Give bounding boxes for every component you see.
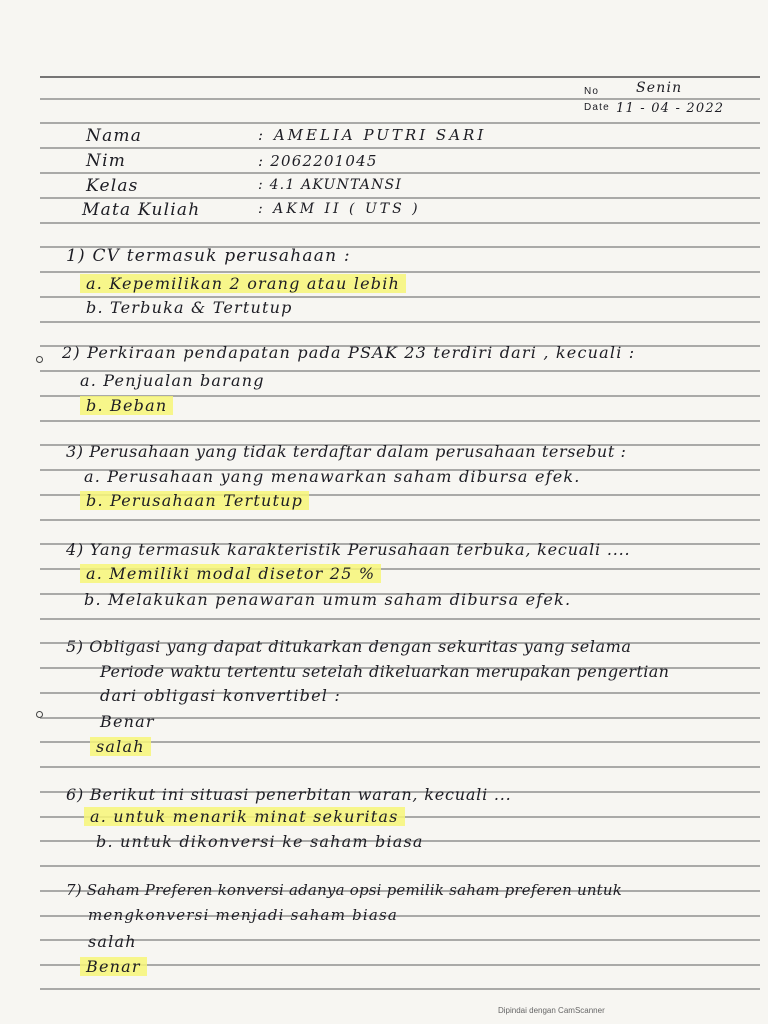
question-4: 4) Yang termasuk karakteristik Perusahaan terbuka, kecuali .... <box>66 540 631 559</box>
rule-line <box>40 172 760 174</box>
date-label: Date <box>584 102 610 113</box>
binder-hole <box>36 711 43 718</box>
date-value: 11 - 04 - 2022 <box>616 101 725 116</box>
q2-option-a: a. Penjualan barang <box>80 371 265 390</box>
q4-option-b: b. Melakukan penawaran umum saham dibursa efek. <box>84 590 572 609</box>
q7-option-benar: Benar <box>80 957 147 976</box>
rule-line <box>40 321 760 323</box>
rule-line <box>40 76 760 78</box>
rule-line <box>40 222 760 224</box>
q3-option-a: a. Perusahaan yang menawarkan saham dibursa efek. <box>84 467 581 486</box>
question-1: 1) CV termasuk perusahaan : <box>66 246 351 266</box>
q2-option-b: b. Beban <box>80 396 173 415</box>
class-label: Kelas <box>86 176 139 196</box>
question-5-line-3: dari obligasi konvertibel : <box>100 686 341 705</box>
no-label: No <box>584 86 600 97</box>
q1-option-a: a. Kepemilikan 2 orang atau lebih <box>80 274 406 293</box>
question-5-line-2: Periode waktu tertentu setelah dikeluarkan merupakan pengertian <box>100 662 670 681</box>
q6-option-b: b. untuk dikonversi ke saham biasa <box>96 832 424 851</box>
rule-line <box>40 98 760 100</box>
question-7-line-2: mengkonversi menjadi saham biasa <box>88 906 399 924</box>
rule-line <box>40 766 760 768</box>
question-2: 2) Perkiraan pendapatan pada PSAK 23 terdiri dari , kecuali : <box>62 343 636 362</box>
binder-hole <box>36 356 43 363</box>
q6-option-a: a. untuk menarik minat sekuritas <box>84 807 405 826</box>
day-value: Senin <box>636 80 683 96</box>
question-3: 3) Perusahaan yang tidak terdaftar dalam perusahaan tersebut : <box>66 442 627 461</box>
question-6: 6) Berikut ini situasi penerbitan waran, kecuali ... <box>66 785 512 804</box>
name-value: : AMELIA PUTRI SARI <box>258 126 487 144</box>
scanner-watermark: Dipindai dengan CamScanner <box>498 1006 605 1015</box>
course-label: Mata Kuliah <box>82 200 201 220</box>
rule-line <box>40 147 760 149</box>
q4-option-a: a. Memiliki modal disetor 25 % <box>80 564 381 583</box>
q1-option-b: b. Terbuka & Tertutup <box>86 298 293 317</box>
rule-line <box>40 420 760 422</box>
rule-line <box>40 939 760 941</box>
rule-line <box>40 964 760 966</box>
nim-value: : 2062201045 <box>258 152 378 170</box>
rule-line <box>40 271 760 273</box>
name-label: Nama <box>86 126 143 146</box>
rule-line <box>40 122 760 124</box>
rule-line <box>40 988 760 990</box>
q3-option-b: b. Perusahaan Tertutup <box>80 491 309 510</box>
q5-option-salah: salah <box>90 737 151 756</box>
q7-option-salah: salah <box>88 932 137 951</box>
course-value: : AKM II ( UTS ) <box>258 201 421 217</box>
question-5: 5) Obligasi yang dapat ditukarkan dengan sekuritas yang selama <box>66 637 632 656</box>
rule-line <box>40 865 760 867</box>
nim-label: Nim <box>86 151 127 171</box>
rule-line <box>40 197 760 199</box>
rule-line <box>40 519 760 521</box>
q5-option-benar: Benar <box>100 712 155 731</box>
question-7: 7) Saham Preferen konversi adanya opsi pemilik saham preferen untuk <box>66 881 623 899</box>
class-value: : 4.1 AKUNTANSI <box>258 177 403 193</box>
rule-line <box>40 618 760 620</box>
